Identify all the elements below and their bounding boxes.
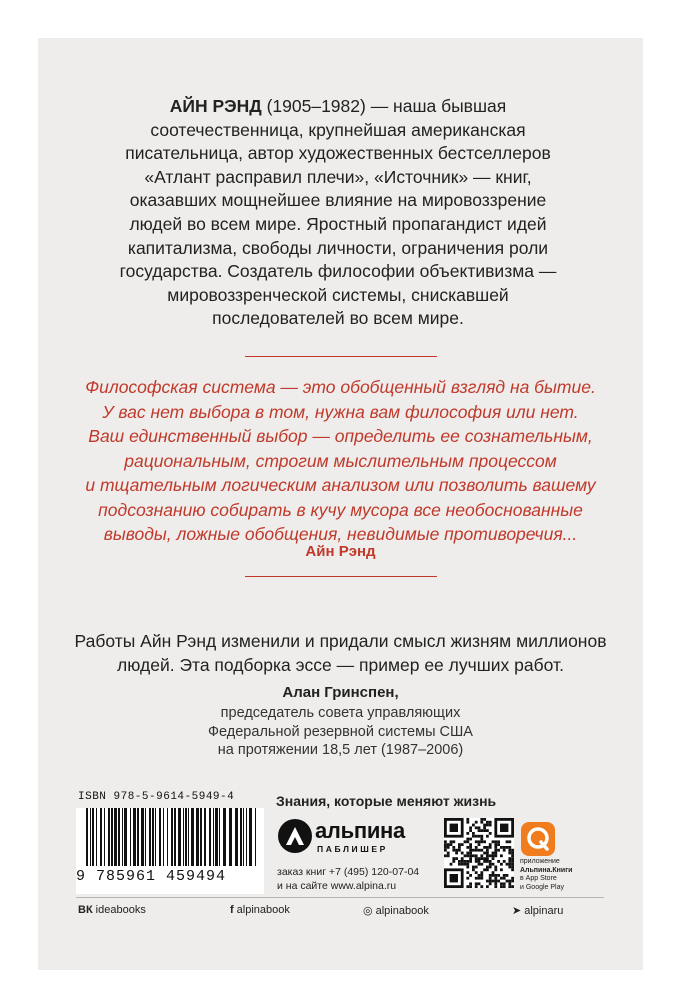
quote-line: Ваш единственный выбор — определить ее сознательным, — [88, 426, 593, 446]
isbn-digits: 9 785961 459494 — [76, 868, 264, 885]
barcode-bars-icon — [76, 808, 264, 870]
social-facebook[interactable]: f alpinabook — [230, 904, 290, 916]
author-bio: АЙН РЭНД (1905–1982) — наша бывшая соотечественница, крупнейшая американская писательница, автор художественных бестселлеров «Атлант расправил плечи», «Источник» — книг, оказавших мощнейшее влияние на мировоззрение людей во всем мире. Яростный пропагандист идей капитализма, свободы личности, ограничения роли государства. Создатель философии объективизма — мировоззренческой системы, снискавшей последователей во всем мире. — [119, 96, 557, 329]
quote — [68, 375, 613, 547]
alpina-app-icon — [521, 822, 555, 856]
publisher-tagline: Знания, которые меняют жизнь — [276, 793, 497, 809]
bio-line: писательница, автор художественных бестселлеров — [125, 143, 551, 164]
bio-line: людей во всем мире. Яростный пропагандист идей — [129, 213, 547, 234]
author-name: АЙН РЭНД — [169, 96, 262, 116]
publisher-logo — [277, 818, 407, 858]
divider-bottom — [245, 576, 437, 577]
bio-line: последователей во всем мире. — [212, 308, 464, 329]
bio-line: соотечественница, крупнейшая американская — [150, 119, 526, 140]
app-store-text: приложение Альпина.Книги в App Store и Google Play — [520, 858, 573, 891]
bio-line: капитализма, свободы личности, ограничения роли — [127, 237, 549, 258]
review-author: Алан Гринспен, — [282, 684, 399, 701]
order-site: и на сайте www.alpina.ru — [277, 880, 397, 892]
bio-line: «Атлант расправил плечи», «Источник» — книг, — [144, 166, 532, 187]
vk-icon: ВК — [78, 904, 93, 916]
order-info — [277, 865, 419, 893]
app-icon — [521, 822, 555, 856]
social-vk[interactable]: ВК ideabooks — [78, 904, 146, 916]
review-author-role: председатель совета управляющих Федеральной резервной системы США на протяжении 18,5 лет (1987–2006) — [208, 705, 473, 758]
quote-line: выводы, ложные обобщения, невидимые противоречия... — [103, 524, 578, 544]
qr-code-icon — [444, 818, 514, 888]
order-phone: заказ книг +7 (495) 120-07-04 — [277, 866, 420, 878]
facebook-icon: f — [230, 904, 234, 916]
quote-author: Айн Рэнд — [305, 543, 376, 560]
author-years: (1905–1982) — [266, 96, 366, 116]
social-telegram[interactable]: ➤ alpinaru — [512, 904, 564, 917]
quote-line: и тщательным логическим анализом или позволить вашему — [85, 475, 596, 495]
review-line: людей. Эта подборка эссе — пример ее лучших работ. — [117, 655, 564, 675]
bio-line: государства. Создатель философии объективизма — — [119, 261, 557, 282]
quote-line: У вас нет выбора в том, нужна вам философия или нет. — [102, 401, 579, 422]
divider-top — [245, 356, 437, 357]
bio-line: оказавших мощнейшее влияние на мировоззрение — [129, 190, 547, 211]
publisher-name: альпина — [315, 818, 405, 843]
review — [58, 629, 623, 677]
social-divider — [76, 897, 604, 898]
qr-code — [444, 818, 514, 888]
instagram-icon: ◎ — [363, 905, 373, 917]
alpina-logo-icon — [277, 818, 313, 854]
social-instagram[interactable]: ◎ alpinabook — [363, 904, 429, 917]
bio-line: мировоззренческой системы, снискавшей — [167, 284, 509, 305]
telegram-icon: ➤ — [512, 905, 522, 917]
isbn-label: ISBN 978-5-9614-5949-4 — [78, 791, 235, 803]
quote-line: Философская система — это обобщенный взгляд на бытие. — [85, 377, 596, 397]
publisher-sub: ПАБЛИШЕР — [317, 844, 388, 854]
quote-line: подсознанию собирать в кучу мусора все необоснованные — [98, 499, 583, 520]
review-line: Работы Айн Рэнд изменили и придали смысл жизням миллионов — [74, 631, 607, 651]
quote-line: рациональным, строгим мыслительным процессом — [124, 450, 557, 471]
